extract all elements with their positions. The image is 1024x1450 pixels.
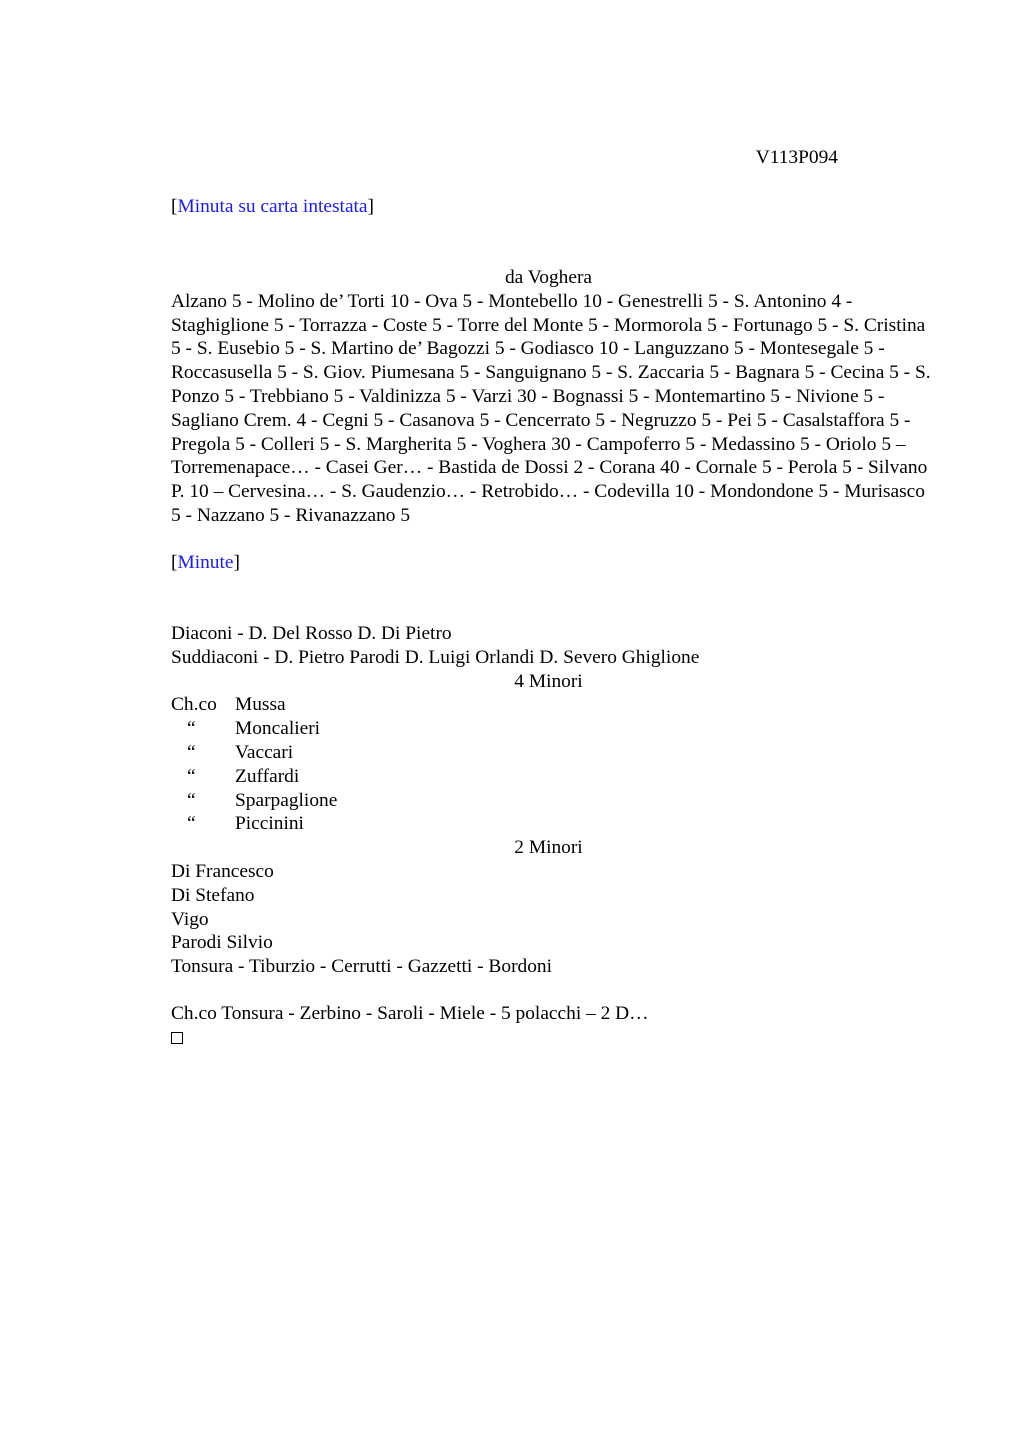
ditto-mark: “	[187, 813, 196, 835]
ditto-mark: “	[187, 789, 196, 811]
ditto-mark: “	[187, 718, 196, 740]
editorial-note-letterhead	[171, 195, 374, 219]
diaconi-line: Diaconi - D. Del Rosso D. Di Pietro	[171, 623, 452, 644]
list-item: Parodi Silvio	[171, 932, 273, 954]
ditto-mark: “	[187, 765, 196, 787]
list-item: Di Francesco	[171, 860, 274, 882]
list-item-name: Mussa	[235, 694, 286, 716]
bracket-close: ]	[367, 196, 375, 217]
tonsura-line: Tonsura - Tiburzio - Cerrutti - Gazzetti - Bordoni	[171, 956, 552, 978]
ditto-mark: “	[187, 741, 196, 763]
document-reference-code: V113P094	[755, 147, 838, 168]
list-item-name: Sparpaglione	[235, 789, 338, 811]
bracket-close: ]	[233, 552, 240, 573]
parish-list-paragraph: Alzano 5 - Molino de’ Torti 10 - Ova 5 - Montebello 10 - Genestrelli 5 - S. Antonino 4 - Staghiglione 5 - Torrazza - Coste 5 - Torre del Monte 5 - Mormorola 5 - Fortunago 5 - S. Cristina 5 - S. Eusebio 5 - S. Martino de’ Bagozzi 5 - Godiasco 10 - Languzzano 5 - Montesegale 5 - Roccasusella 5 - S. Giov. Piumesana 5 - Sanguignano 5 - S. Zaccaria 5 - Bagnara 5 - Cecina 5 - S. Ponzo 5 - Trebbiano 5 - Valdinizza 5 - Varzi 30 - Bognassi 5 - Montemartino 5 - Nivione 5 - Sagliano Crem. 4 - Cegni 5 - Casanova 5 - Cencerrato 5 - Negruzzo 5 - Pei 5 - Casalstaffora 5 - Pregola 5 - Colleri 5 - S. Margherita 5 - Voghera 30 - Campoferro 5 - Medassino 5 - Oriolo 5 – Torremenapace… - Casei Ger… - Bastida de Dossi 2 - Corana 40 - Cornale 5 - Perola 5 - Silvano P. 10 – Cervesina… - S. Gaudenzio… - Retrobido… - Codevilla 10 - Mondondone 5 - Murisasco 5 - Nazzano 5 - Rivanazzano 5	[171, 290, 931, 526]
bracket-open: [	[171, 552, 178, 573]
list-item-name: Piccinini	[235, 813, 304, 835]
list-item	[171, 741, 926, 765]
note-link-minute[interactable]: Minute	[177, 552, 234, 573]
list-item	[171, 717, 926, 741]
list-item-prefix: Ch.co	[171, 694, 217, 716]
list-item-name: Vaccari	[235, 741, 294, 763]
list-item	[171, 789, 926, 813]
list-2-minori	[171, 860, 926, 955]
heading-4-minori: 4 Minori	[514, 670, 583, 692]
ordinations-section	[171, 622, 926, 979]
heading-2-minori: 2 Minori	[514, 837, 583, 859]
empty-checkbox-icon	[171, 1032, 183, 1044]
chco-tonsura-line: Ch.co Tonsura - Zerbino - Saroli - Miele - 5 polacchi – 2 D…	[171, 1003, 649, 1024]
list-item: Vigo	[171, 908, 209, 930]
bracket-open: [	[171, 196, 178, 217]
list-4-minori	[171, 693, 926, 836]
section-heading-voghera: da Voghera	[504, 267, 593, 288]
editorial-note-minute	[171, 551, 240, 575]
list-item: Di Stefano	[171, 884, 255, 906]
list-item	[171, 812, 926, 836]
list-item-name: Zuffardi	[235, 765, 300, 787]
suddiaconi-line: Suddiaconi - D. Pietro Parodi D. Luigi Orlandi D. Severo Ghiglione	[171, 646, 700, 668]
chco-tonsura-section	[171, 1002, 649, 1051]
list-item-name: Moncalieri	[235, 718, 321, 740]
note-link-minuta[interactable]: Minuta su carta intestata	[177, 196, 368, 217]
list-item	[171, 765, 926, 789]
section-voghera	[171, 266, 931, 528]
list-item	[171, 693, 926, 717]
